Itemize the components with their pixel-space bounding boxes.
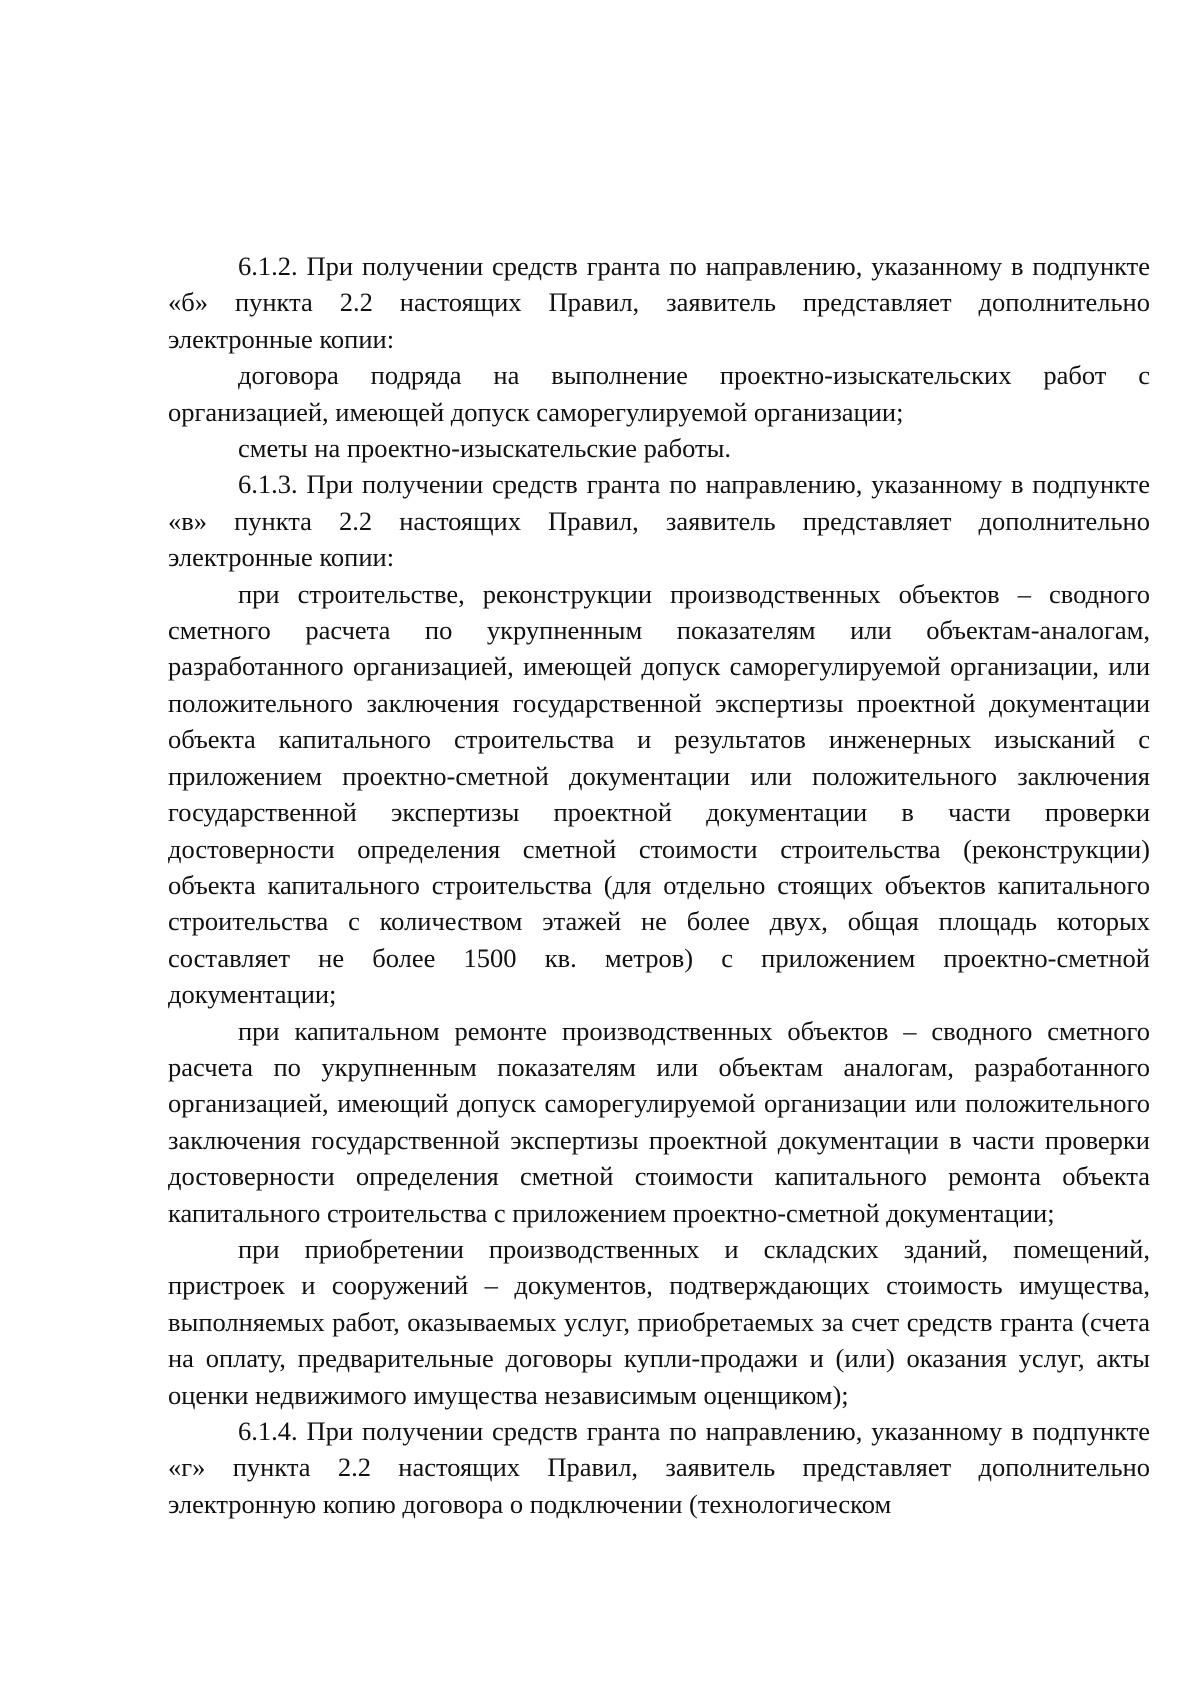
paragraph-contract-design-works: договора подряда на выполнение проектно-изыскательских работ с организацией, имеющей допуск саморегулируемой организации; bbox=[168, 360, 1150, 427]
paragraph-estimates-design-works: сметы на проектно-изыскательские работы. bbox=[238, 433, 732, 464]
paragraph-6-1-3: 6.1.3. При получении средств гранта по направлению, указанному в подпункте «в» пункта 2.2 настоящих Правил, заявитель представляет дополнительно электронные копии: bbox=[168, 469, 1150, 573]
paragraph-acquisition-buildings: при приобретении производственных и складских зданий, помещений, пристроек и сооружений – документов, подтверждающих стоимость имущества, выполняемых работ, оказываемых услуг, приобретаемых за счет средств гранта (счета на оплату, предварительные договоры купли-продажи и (или) оказания услуг, акты оценки недвижимого имущества независимым оценщиком); bbox=[168, 1233, 1150, 1410]
paragraph-capital-repair: при капитальном ремонте производственных объектов – сводного сметного расчета по укрупненным показателям или объектам аналогам, разработанного организацией, имеющий допуск саморегулируемой организации или положительного заключения государственной экспертизы проектной документации в части проверки достоверности определения сметной стоимости капитального ремонта объекта капитального строительства с приложением проектно-сметной документации; bbox=[168, 1015, 1150, 1228]
paragraph-construction-reconstruction: при строительстве, реконструкции производственных объектов – сводного сметного расчета по укрупненным показателям или объектам-аналогам, разработанного организацией, имеющей допуск саморегулируемой организации, или положительного заключения государственной экспертизы проектной документации объекта капитального строительства и результатов инженерных изысканий с приложением проектно-сметной документации или положительного заключения государственной экспертизы проектной документации в части проверки достоверности определения сметной стоимости строительства (реконструкции) объекта капитального строительства (для отдельно стоящих объектов капитального строительства с количеством этажей не более двух, общая площадь которых составляет не более 1500 кв. метров) с приложением проектно-сметной документации; bbox=[168, 578, 1150, 1010]
paragraph-6-1-2: 6.1.2. При получении средств гранта по направлению, указанному в подпункте «б» пункта 2.2 настоящих Правил, заявитель представляет дополнительно электронные копии: bbox=[168, 251, 1150, 354]
paragraph-6-1-4: 6.1.4. При получении средств гранта по направлению, указанному в подпункте «г» пункта 2.2 настоящих Правил, заявитель представляет дополнительно электронную копию договора о подключении (технологическом bbox=[168, 1416, 1150, 1519]
document-page bbox=[168, 248, 1150, 1522]
